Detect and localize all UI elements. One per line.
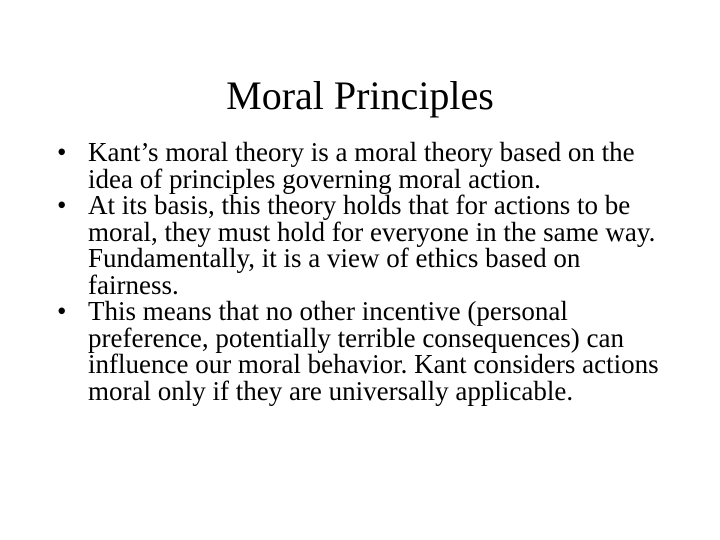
- bullet-list: [55, 139, 670, 404]
- bullet-item: [55, 139, 670, 192]
- bullet-marker: •: [57, 190, 67, 220]
- bullet-marker: •: [57, 296, 67, 326]
- bullet-text: At its basis, this theory holds that for actions to be moral, they must hold for everyone in the same way. Fundamentally, it is a view of ethics based on fairness.: [88, 190, 656, 300]
- bullet-item: [55, 192, 670, 298]
- bullet-text: This means that no other incentive (personal preference, potentially terrible consequences) can influence our moral behavior. Kant considers actions moral only if they are universally applicable.: [88, 296, 659, 406]
- bullet-text: Kant’s moral theory is a moral theory based on the idea of principles governing moral action.: [88, 137, 635, 194]
- bullet-item: [55, 298, 670, 404]
- slide-title: Moral Principles: [226, 73, 494, 118]
- bullet-marker: •: [57, 137, 67, 167]
